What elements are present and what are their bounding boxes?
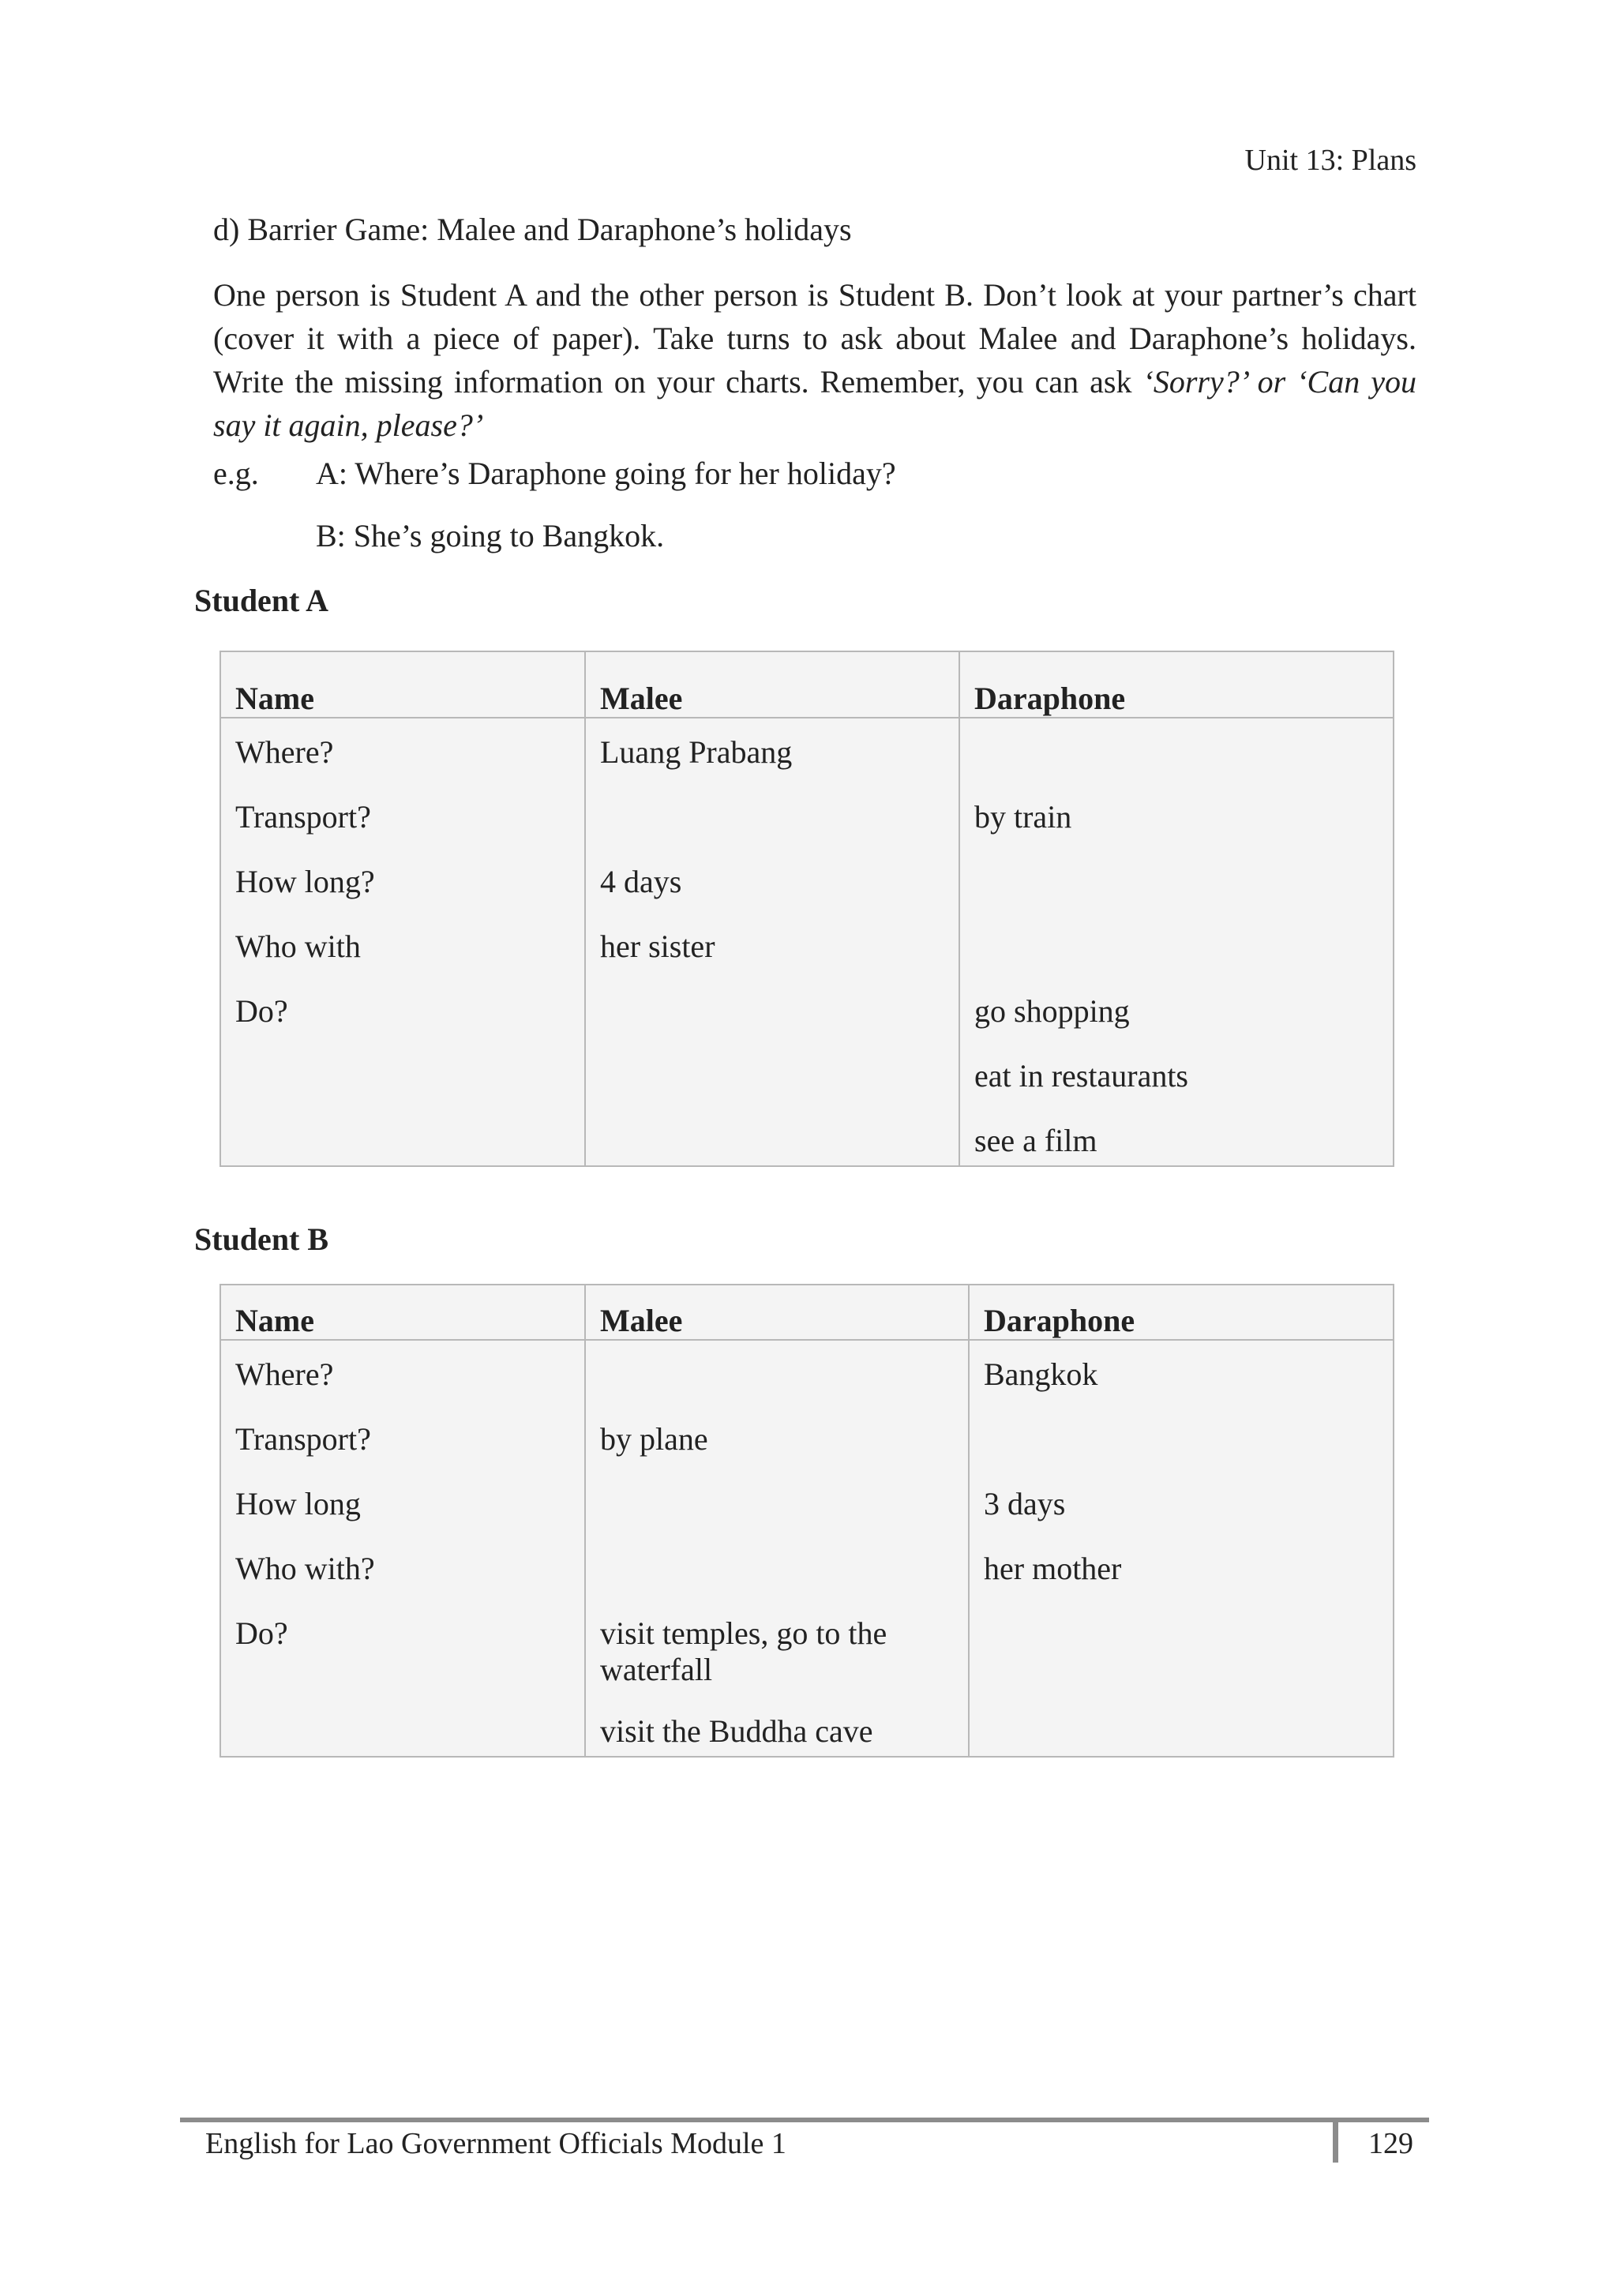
header-name: Name bbox=[220, 1285, 585, 1340]
daraphone-cell: go shopping bbox=[974, 993, 1130, 1029]
daraphone-cell: her mother bbox=[984, 1551, 1122, 1586]
malee-cell bbox=[600, 794, 944, 859]
header-malee: Malee bbox=[585, 651, 959, 718]
row-label: How long? bbox=[235, 864, 375, 899]
instructions-italic-phrase: ‘Sorry?’ or ‘Can you say it again, please?’ bbox=[213, 364, 1416, 443]
student-a-malee-column bbox=[585, 718, 959, 1166]
example-label: e.g. bbox=[213, 456, 259, 491]
row-label: Who with? bbox=[235, 1551, 375, 1586]
header-malee: Malee bbox=[585, 1285, 969, 1340]
instructions-text: One person is Student A and the other person is Student B. Don’t look at your partner’s chart (cover it with a piece of paper). Take turns to ask about Malee and Daraphone’s holidays. Write the missing information on your charts. Remember, you can ask bbox=[213, 277, 1416, 400]
malee-cell bbox=[600, 1546, 954, 1611]
section-heading: d) Barrier Game: Malee and Daraphone’s holidays bbox=[213, 212, 852, 247]
student-a-daraphone-column bbox=[959, 718, 1394, 1166]
daraphone-cell bbox=[984, 1416, 1379, 1481]
student-a-label: Student A bbox=[194, 583, 329, 618]
row-label: Do? bbox=[235, 1615, 288, 1651]
malee-cell: visit the Buddha cave bbox=[600, 1713, 873, 1749]
row-label: How long bbox=[235, 1486, 361, 1521]
malee-cell: visit temples, go to the waterfall bbox=[600, 1615, 887, 1687]
footer-title: English for Lao Government Officials Module 1 bbox=[205, 2127, 786, 2160]
daraphone-cell: by train bbox=[974, 799, 1072, 835]
student-b-malee-column bbox=[585, 1340, 969, 1757]
student-a-chart bbox=[219, 651, 1394, 1167]
row-label: Do? bbox=[235, 993, 288, 1029]
instructions-paragraph bbox=[213, 273, 1416, 447]
student-b-body-row bbox=[220, 1340, 1394, 1757]
header-daraphone: Daraphone bbox=[959, 651, 1394, 718]
daraphone-cell: 3 days bbox=[984, 1486, 1066, 1521]
daraphone-cell: eat in restaurants bbox=[974, 1058, 1188, 1094]
student-b-label: Student B bbox=[194, 1221, 329, 1257]
student-b-chart bbox=[219, 1284, 1394, 1758]
daraphone-cell: Bangkok bbox=[984, 1356, 1098, 1392]
daraphone-cell bbox=[984, 1611, 1379, 1675]
footer-rule bbox=[180, 2118, 1429, 2122]
running-header: Unit 13: Plans bbox=[1244, 144, 1416, 177]
example-line-a: A: Where’s Daraphone going for her holiday? bbox=[316, 456, 896, 491]
malee-cell bbox=[600, 1352, 954, 1416]
row-label: Transport? bbox=[235, 799, 371, 835]
student-b-daraphone-column bbox=[969, 1340, 1394, 1757]
daraphone-cell bbox=[974, 730, 1379, 794]
malee-cell: Luang Prabang bbox=[600, 734, 793, 770]
row-label: Where? bbox=[235, 734, 334, 770]
example-line-b: B: She’s going to Bangkok. bbox=[316, 518, 665, 553]
daraphone-cell bbox=[974, 924, 1379, 989]
malee-cell: her sister bbox=[600, 929, 715, 964]
malee-cell: 4 days bbox=[600, 864, 682, 899]
header-daraphone: Daraphone bbox=[969, 1285, 1394, 1340]
footer-divider bbox=[1333, 2118, 1338, 2163]
student-b-name-column bbox=[220, 1340, 585, 1757]
row-label: Who with bbox=[235, 929, 361, 964]
malee-cell: by plane bbox=[600, 1421, 708, 1457]
row-label: Transport? bbox=[235, 1421, 371, 1457]
page-number: 129 bbox=[1368, 2127, 1413, 2160]
daraphone-cell bbox=[974, 859, 1379, 924]
student-a-body-row bbox=[220, 718, 1394, 1166]
header-name: Name bbox=[220, 651, 585, 718]
malee-cell bbox=[600, 1481, 954, 1546]
malee-cell bbox=[600, 989, 944, 1053]
student-a-header-row bbox=[220, 651, 1394, 718]
daraphone-cell: see a film bbox=[974, 1123, 1097, 1158]
student-a-name-column bbox=[220, 718, 585, 1166]
student-b-header-row bbox=[220, 1285, 1394, 1340]
row-label: Where? bbox=[235, 1356, 334, 1392]
